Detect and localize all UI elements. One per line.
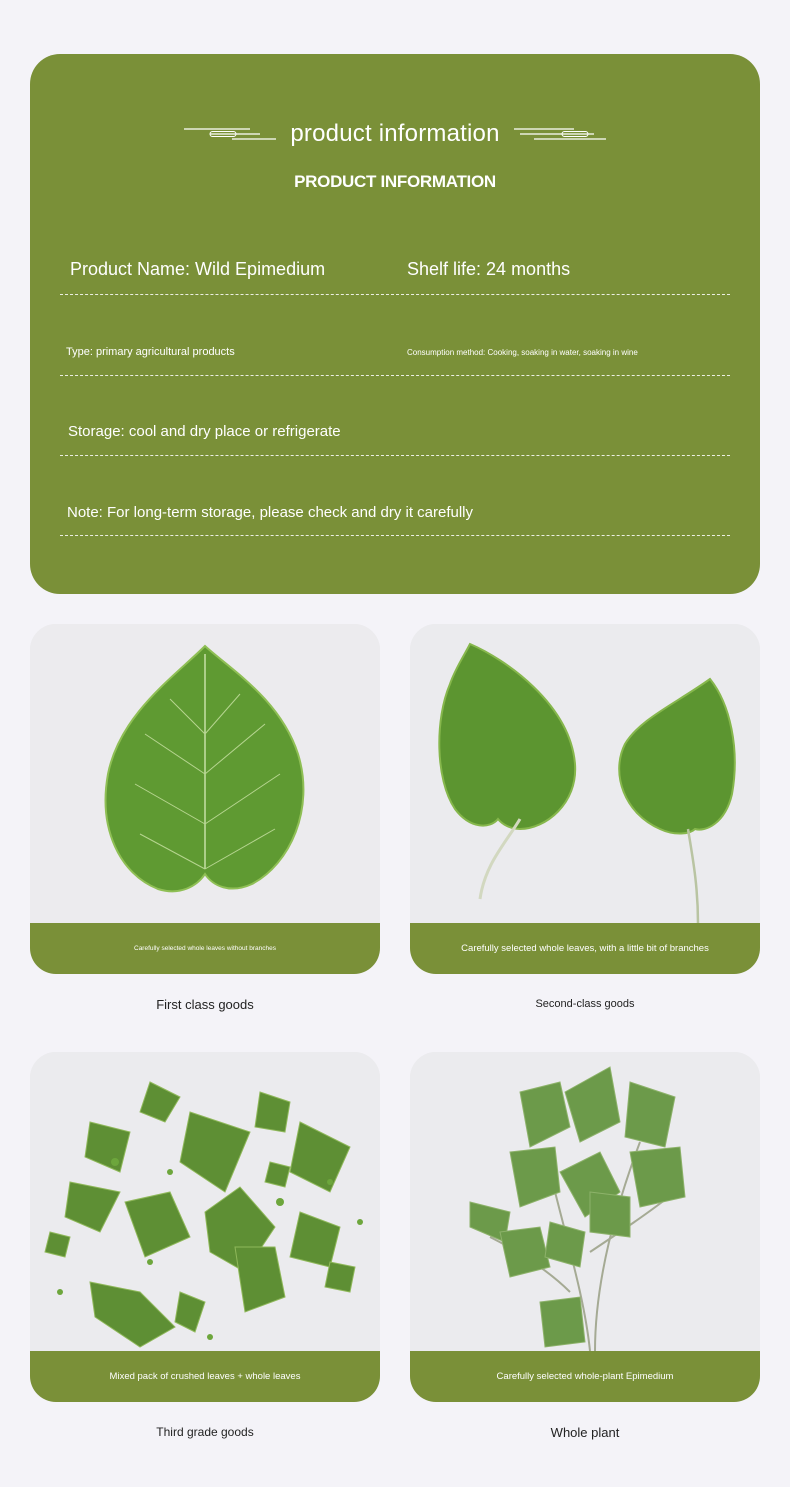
- consumption-field: Consumption method: Cooking, soaking in water, soaking in wine: [407, 348, 638, 357]
- section-title: product information: [290, 120, 500, 147]
- product-card-second-class: [410, 624, 760, 974]
- dashed-divider: [60, 375, 730, 376]
- product-info-card: [30, 54, 760, 594]
- leaves-with-branches-photo: [410, 624, 760, 923]
- whole-plant-photo: [410, 1052, 760, 1351]
- note-field: Note: For long-term storage, please check and dry it carefully: [67, 504, 474, 521]
- storage-field: Storage: cool and dry place or refrigerate: [68, 423, 341, 440]
- product-caption: Second-class goods: [535, 998, 635, 1010]
- product-band: Carefully selected whole leaves without branches: [30, 923, 380, 974]
- dashed-divider: [60, 535, 730, 536]
- right-ornament-icon: [514, 122, 606, 146]
- product-card-third-grade: [30, 1052, 380, 1402]
- product-band: Carefully selected whole leaves, with a little bit of branches: [410, 923, 760, 974]
- product-card-first-class: [30, 624, 380, 974]
- product-caption: Third grade goods: [156, 1425, 254, 1439]
- type-field: Type: primary agricultural products: [66, 346, 235, 358]
- product-caption: Whole plant: [550, 1425, 620, 1440]
- product-band: Mixed pack of crushed leaves + whole leaves: [30, 1351, 380, 1402]
- left-ornament-icon: [184, 122, 276, 146]
- section-subtitle: PRODUCT INFORMATION: [294, 172, 496, 191]
- product-card-whole-plant: [410, 1052, 760, 1402]
- dashed-divider: [60, 294, 730, 295]
- product-band: Carefully selected whole-plant Epimedium: [410, 1351, 760, 1402]
- dashed-divider: [60, 455, 730, 456]
- title-row: [30, 114, 760, 154]
- shelf-life-field: Shelf life: 24 months: [407, 259, 571, 279]
- crushed-leaves-photo: [30, 1052, 380, 1351]
- product-name-field: Product Name: Wild Epimedium: [70, 259, 326, 279]
- product-caption: First class goods: [156, 997, 254, 1012]
- whole-leaf-photo: [30, 624, 380, 923]
